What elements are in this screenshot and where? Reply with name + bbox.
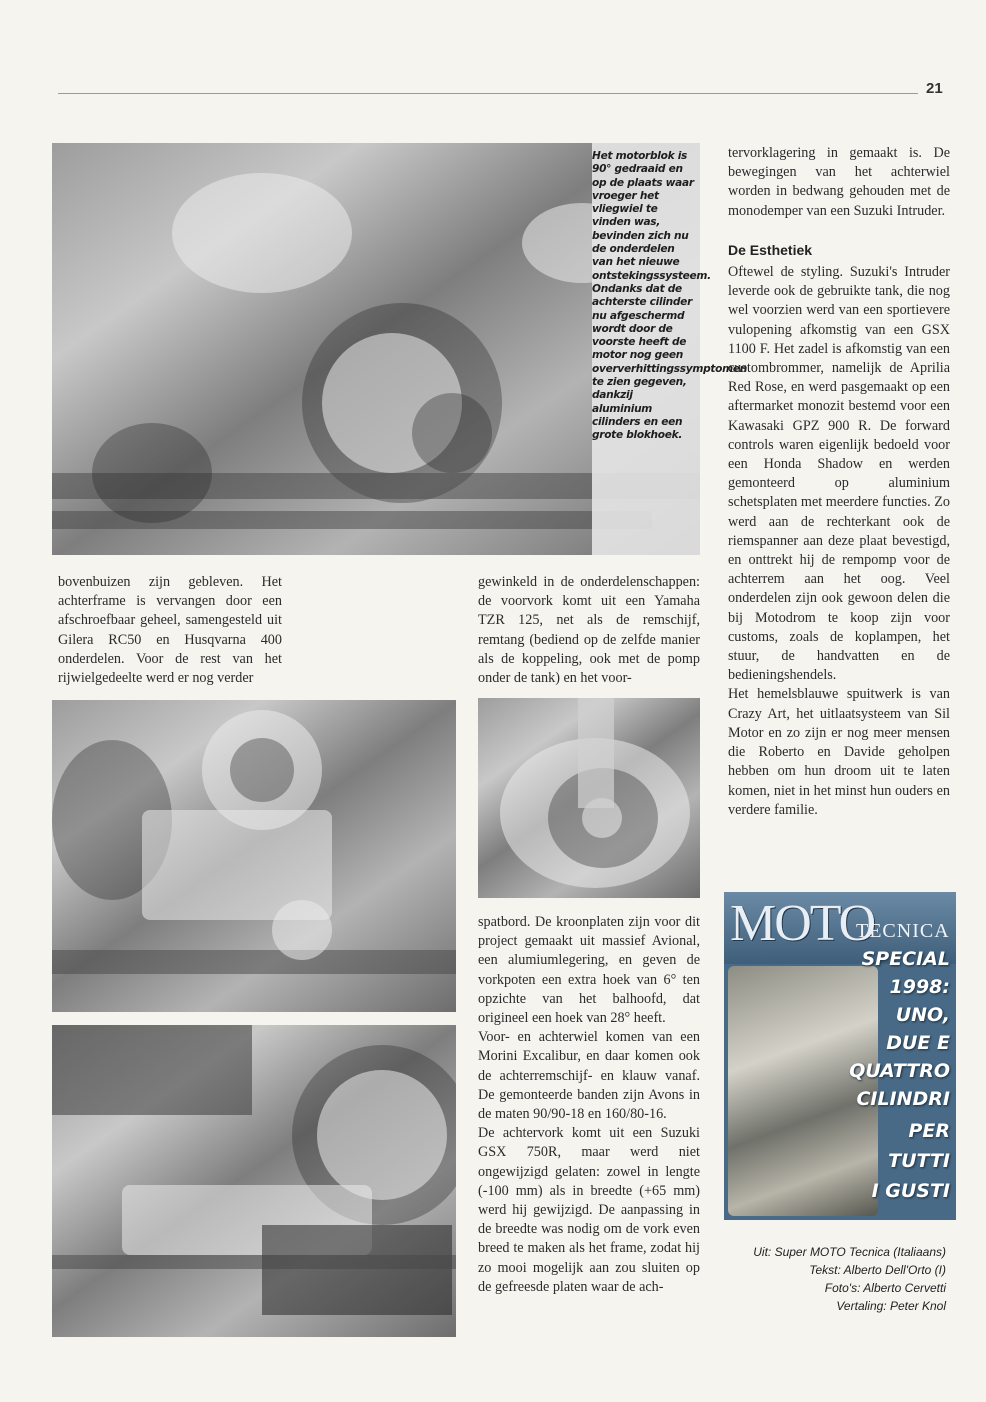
photo-belt-drive	[52, 700, 456, 1012]
photo-footpeg-plate	[52, 1025, 456, 1337]
credit-line: Foto's: Alberto Cervetti	[824, 1281, 946, 1295]
photo-front-brake	[478, 698, 700, 898]
cover-line: CILINDRI	[856, 1088, 950, 1110]
paragraph: Het hemelsblauwe spuitwerk is van Crazy Art, het uitlaatsysteem van Sil Motor en zo zijn er nog meer mensen die Roberto en Davide geholpen hebben om hun droom uit te laten komen, niet in het minst hun ouders en verdere familie.	[728, 686, 950, 818]
paragraph: Oftewel de styling. Suzuki's Intruder leverde ook de gebruikte tank, die nog wel voorzien werd van een sportievere vulopening afkomstig van een GSX 1100 F. Het zadel is afkomstig van een custombrommer, namelijk de Aprilia Red Rose, en werd pasgemaakt op een aftermarket monozit bestemd voor een Kawasaki GPZ 900 R. De forward controls waren eigenlijk bedoeld voor een Honda Shadow en werden gemonteerd op aluminium schetsplaten met meerdere functies. Zo werd aan de rechterkant ook de riemspanner aan deze plaat bevestigd, en onttrekt hij de rempomp voor de achterrem aan het oog. Veel onderdelen zijn ook gewoon delen die bij Motodrom te koop zijn voor customs, zoals de koplampen, het stuur, de handvatten en de bedieningshendels.	[728, 264, 950, 684]
column-1	[58, 573, 282, 688]
column-3	[728, 144, 950, 820]
credit-line: Vertaling: Peter Knol	[836, 1299, 946, 1313]
paragraph: gewinkeld in de onderdelenschappen: de voorvork komt uit een Yamaha TZR 125, net als de remschijf, remtang (bediend op de zelfde manier als de koppeling, ook met de pomp onder de tank) en het voor-	[478, 574, 700, 687]
paragraph: Voor- en achterwiel komen van een Morini Excalibur, en daar komen ook de achterremschijf- en klauw vanaf. De gemonteerde banden zijn Avons in de maten 90/90-18 en 160/80-16.	[478, 1029, 700, 1123]
cover-line: UNO,	[895, 1004, 950, 1026]
paragraph: tervorklagering in gemaakt is. De bewegingen van het achterwiel worden in bedwang gehouden met de monodemper van een Suzuki Intruder.	[728, 145, 950, 219]
cover-line: I GUSTI	[871, 1180, 950, 1202]
cover-line: QUATTRO	[849, 1060, 950, 1082]
credit-line: Tekst: Alberto Dell'Orto (I)	[809, 1263, 946, 1277]
cover-line: 1998:	[889, 976, 950, 998]
cover-line: DUE E	[886, 1032, 950, 1054]
column-2-top	[478, 573, 700, 688]
column-2-bottom	[478, 913, 700, 1297]
photo-caption: Het motorblok is 90° gedraaid en op de plaats waar vroeger het vliegwiel te vinden was, bevinden zich nu de onderdelen van het nieuwe ontstekingssysteem. Ondanks dat de achterste cilinder nu afgeschermd wordt door de voorste heeft de motor nog geen oververhittingssymptomen te zien gegeven, dankzij aluminium cilinders en een grote blokhoek.	[592, 150, 748, 442]
cover-logo: MOTO	[730, 895, 875, 952]
page-number: 21	[926, 80, 943, 97]
cover-line: PER	[908, 1120, 950, 1142]
paragraph: De achtervork komt uit een Suzuki GSX 750R, maar werd niet ongewijzigd gelaten: zowel in lengte (-100 mm) als in breedte (+65 mm) werd hij gewijzigd. De aanpassing in de breedte was nodig om de vork even breed te maken als het frame, zodat hij zo mooi mogelijk aan zou sluiten op de gefreesde platen waar de ach-	[478, 1125, 700, 1295]
header-rule	[58, 93, 918, 94]
cover-line: SPECIAL	[861, 948, 950, 970]
paragraph: bovenbuizen zijn gebleven. Het achterframe is vervangen door een afschroefbaar geheel, samengesteld uit Gilera RC50 en Husqvarna 400 onderdelen. Voor de rest van het rijwielgedeelte werd er nog verder	[58, 574, 282, 687]
paragraph: spatbord. De kroonplaten zijn voor dit project gemaakt uit massief Avional, een alumiumlegering, en geven de vorkpoten een extra hoek van 6° ten opzichte van het balhoofd, dat origineel een hoek van 28° heeft.	[478, 914, 700, 1027]
section-heading: De Esthetiek	[728, 241, 813, 258]
cover-line: TUTTI	[888, 1150, 950, 1172]
cover-subtitle: TECNICA	[856, 920, 950, 942]
magazine-cover	[724, 892, 956, 1220]
credit-line: Uit: Super MOTO Tecnica (Italiaans)	[753, 1245, 946, 1259]
